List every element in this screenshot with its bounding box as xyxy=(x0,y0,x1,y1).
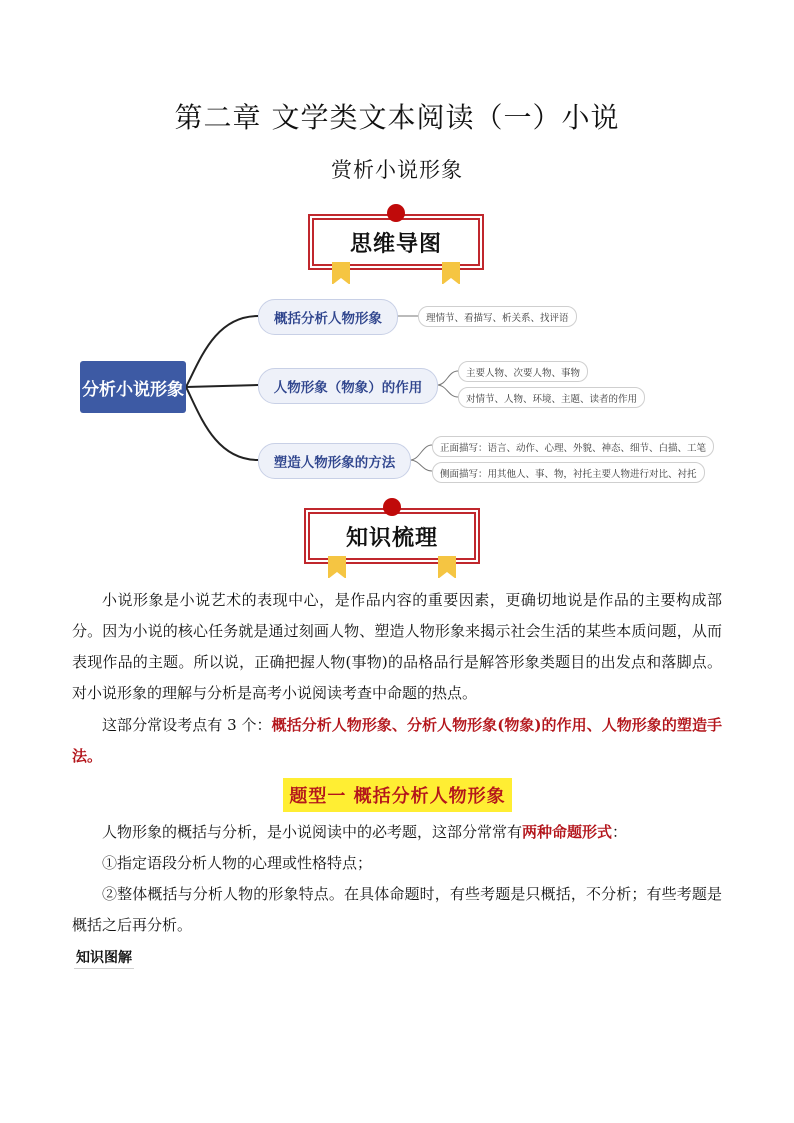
mindmap-branch: 概括分析人物形象 xyxy=(258,299,398,335)
question-forms-highlight: 两种命题形式 xyxy=(522,823,613,841)
exam-points-highlight: 概括分析人物形象、分析人物形象(物象)的作用、人物形象的塑造手法。 xyxy=(72,716,722,765)
connector-leaf-2b xyxy=(437,385,458,397)
knowledge-diagram-label: 知识图解 xyxy=(74,947,134,969)
connector-leaf-3b xyxy=(410,460,432,471)
pin-icon xyxy=(387,204,405,222)
exam-points-paragraph xyxy=(72,710,722,772)
form-item-1 xyxy=(72,848,722,879)
question-forms-prefix: 人物形象的概括与分析，是小说阅读中的必考题，这部分常常有 xyxy=(102,823,523,841)
connector-branch-2 xyxy=(186,385,258,387)
exam-points-prefix: 这部分常设考点有 3 个： xyxy=(102,716,272,734)
ribbon-icon xyxy=(328,556,346,578)
intro-paragraph xyxy=(72,585,722,709)
question-forms-paragraph xyxy=(72,817,722,848)
pin-icon xyxy=(383,498,401,516)
mindmap-root: 分析小说形象 xyxy=(80,361,186,413)
mindmap-branch: 人物形象（物象）的作用 xyxy=(258,368,438,404)
mindmap-banner xyxy=(308,214,484,270)
question-type-heading: 题型一 概括分析人物形象 xyxy=(283,778,512,812)
mindmap-leaf: 正面描写：语言、动作、心理、外貌、神态、细节、白描、工笔 xyxy=(432,436,714,457)
chapter-title: 第二章 文学类文本阅读（一）小说 xyxy=(174,101,620,134)
form-item-1-text: ①指定语段分析人物的心理或性格特点； xyxy=(102,854,373,872)
mindmap-leaf: 理情节、看描写、析关系、找评语 xyxy=(418,306,577,327)
mindmap-branch: 塑造人物形象的方法 xyxy=(258,443,411,479)
ribbon-icon xyxy=(438,556,456,578)
connector-leaf-3a xyxy=(410,445,432,460)
connector-leaf-2a xyxy=(437,371,458,385)
mindmap-leaf: 主要人物、次要人物、事物 xyxy=(458,361,588,382)
section-subtitle: 赏析小说形象 xyxy=(331,158,463,182)
mindmap-leaf: 侧面描写：用其他人、事、物，衬托主要人物进行对比、衬托 xyxy=(432,462,705,483)
banner-label: 思维导图 xyxy=(312,218,480,266)
form-item-2 xyxy=(72,879,722,941)
knowledge-banner xyxy=(304,508,480,564)
intro-text: 小说形象是小说艺术的表现中心，是作品内容的重要因素，更确切地说是作品的主要构成部分。因为小说的核心任务就是通过刻画人物、塑造人物形象来揭示社会生活的某些本质问题，从而表现作品的主题。所以说，正确把握人物(事物)的品格品行是解答形象类题目的出发点和落脚点。对小说形象的理解与分析是高考小说阅读考查中命题的热点。 xyxy=(72,591,722,702)
form-item-2-text: ②整体概括与分析人物的形象特点。在具体命题时，有些考题是只概括，不分析；有些考题是概括之后再分析。 xyxy=(72,885,722,934)
connector-branch-3 xyxy=(186,387,258,460)
mindmap-leaf: 对情节、人物、环境、主题、读者的作用 xyxy=(458,387,645,408)
question-forms-suffix: ： xyxy=(612,823,628,841)
connector-branch-1 xyxy=(186,316,258,387)
banner-label: 知识梳理 xyxy=(308,512,476,560)
